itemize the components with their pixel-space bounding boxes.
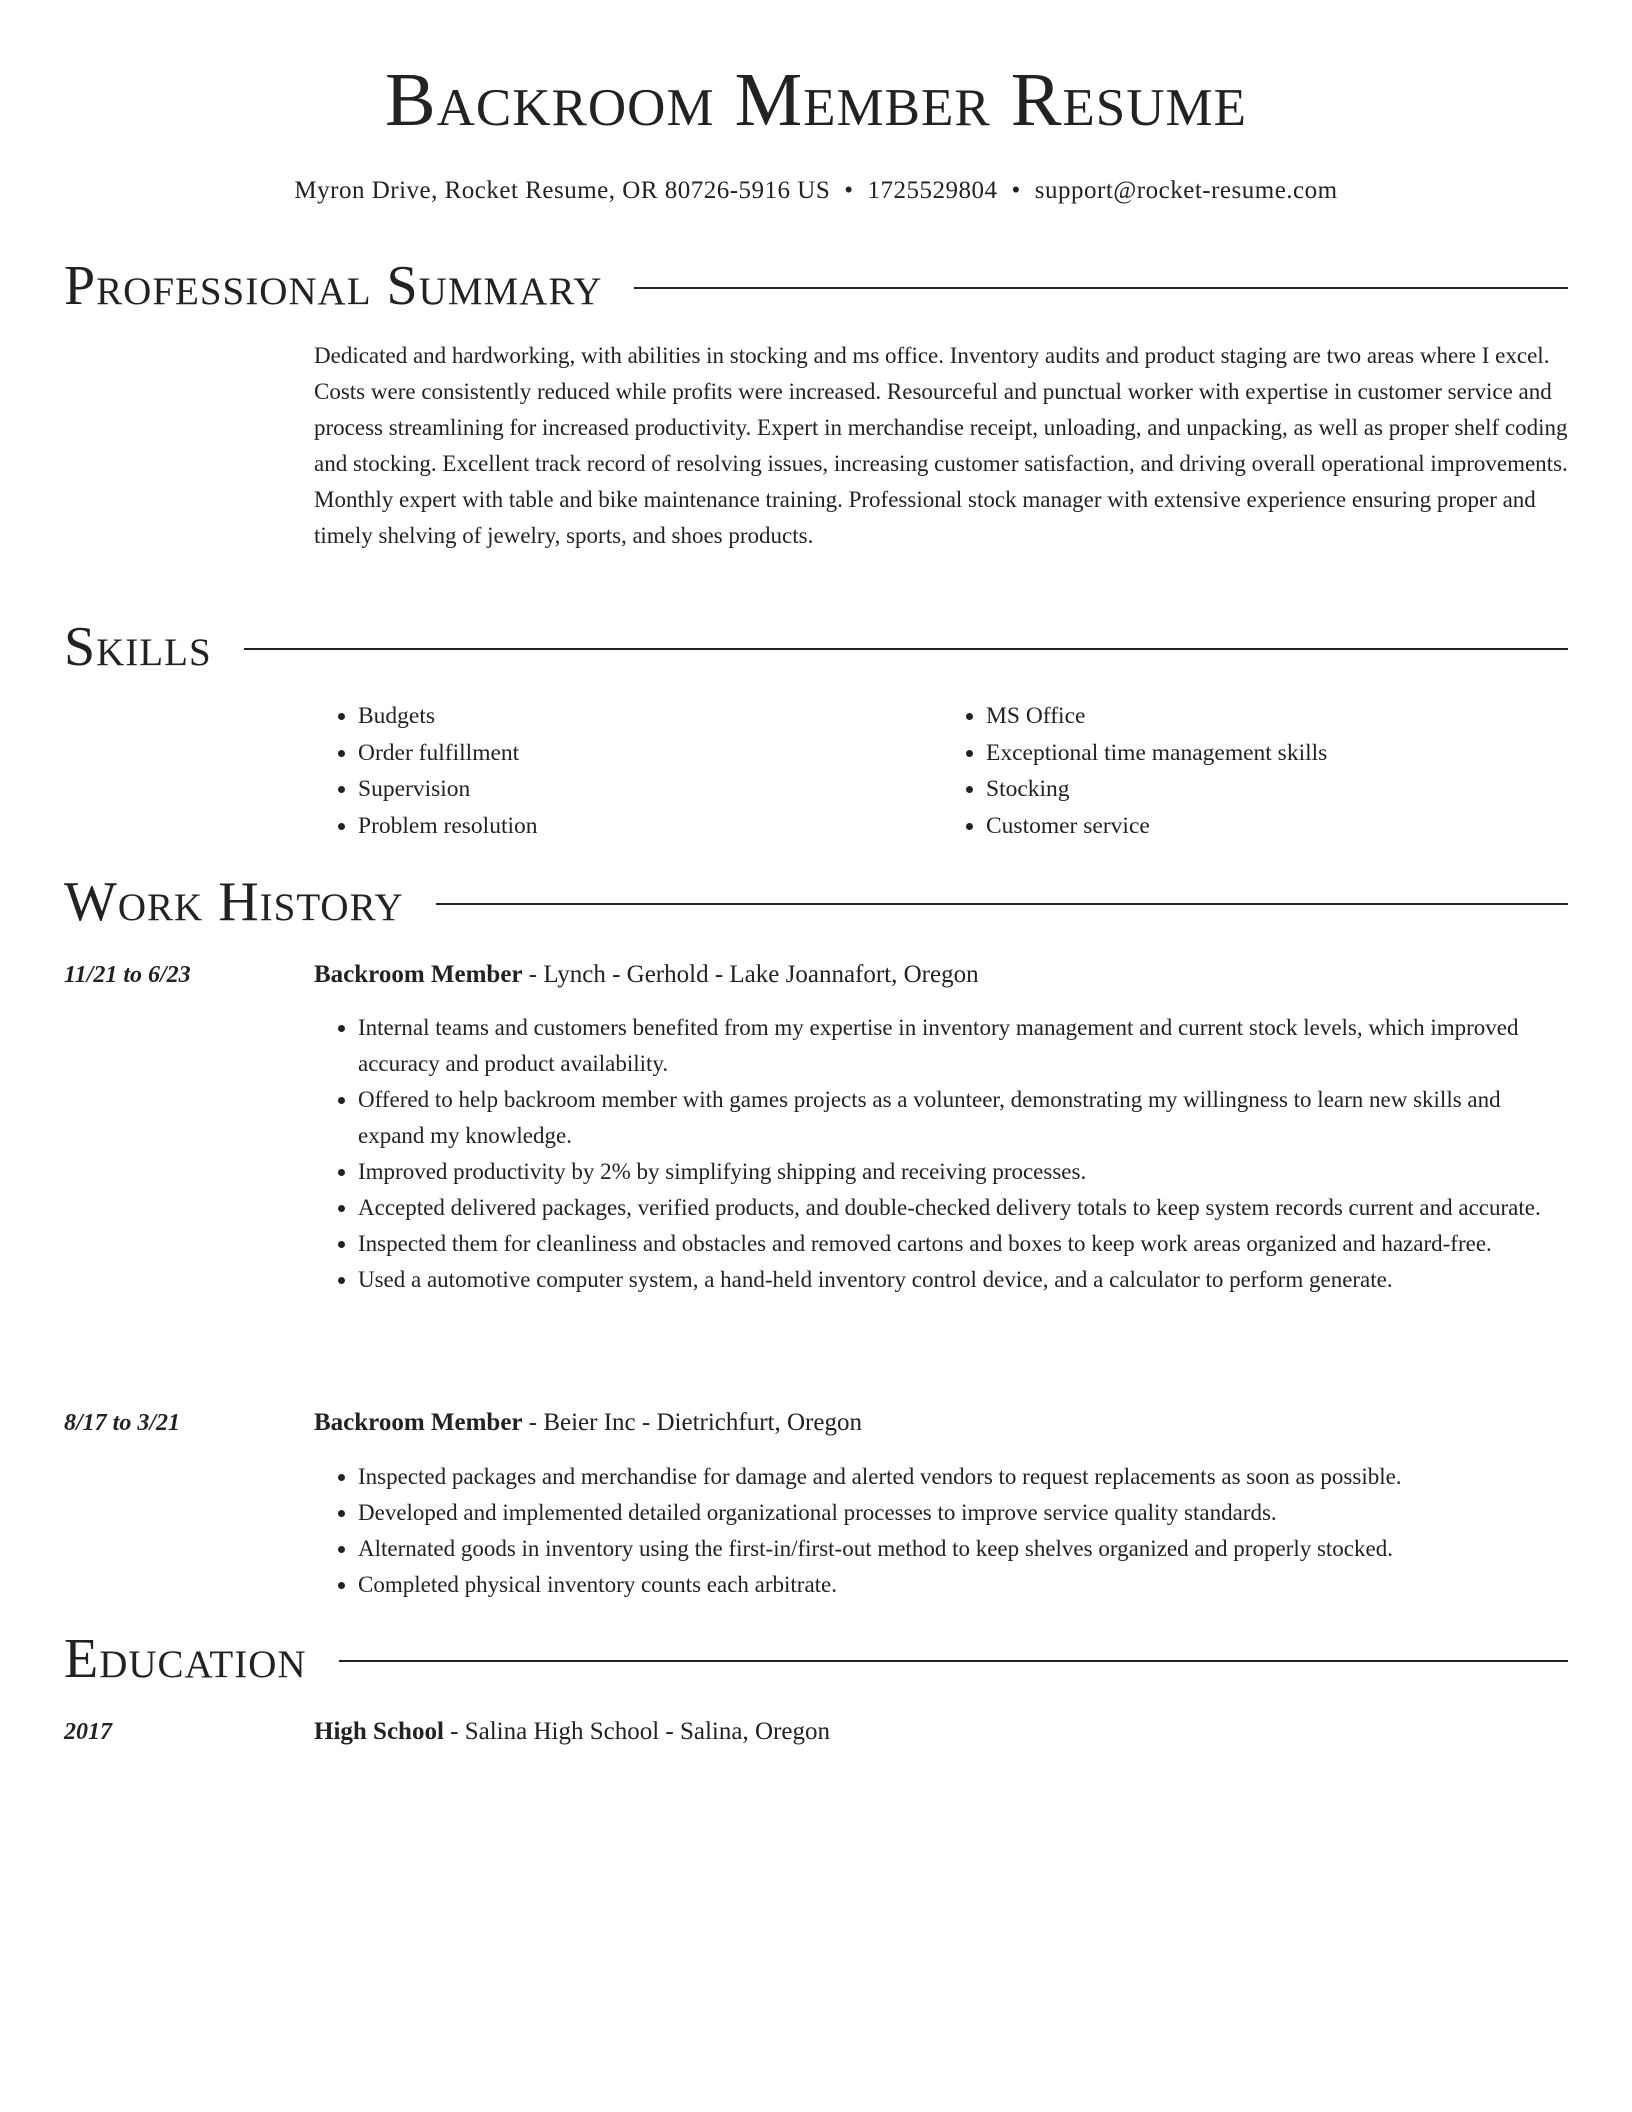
contact-separator: •: [1011, 177, 1021, 204]
skill-item: • Order fulfillment: [358, 735, 942, 772]
resume-title: Backroom Member Resume: [384, 58, 1248, 142]
job-bullet: • Inspected packages and merchandise for damage and alerted vendors to request replacements as soon as possible.: [358, 1459, 1570, 1495]
job-bullets: [314, 1459, 1570, 1603]
job-bullet: • Accepted delivered packages, verified products, and double-checked delivery totals to keep system records current and accurate.: [358, 1190, 1570, 1226]
education-year: 2017: [64, 1719, 112, 1745]
job-bullet: • Completed physical inventory counts each arbitrate.: [358, 1567, 1570, 1603]
skill-item: • Stocking: [986, 771, 1570, 808]
education-section-header: [64, 1629, 1568, 1689]
job-bullet: • Inspected them for cleanliness and obstacles and removed cartons and boxes to keep work areas organized and hazard-free.: [358, 1226, 1570, 1262]
skill-item: • Exceptional time management skills: [986, 735, 1570, 772]
contact-line: [0, 175, 1632, 207]
work-heading: Work History: [64, 871, 404, 933]
job-bullet: • Alternated goods in inventory using the first-in/first-out method to keep shelves organized and properly stocked.: [358, 1531, 1570, 1567]
education-degree: High School: [314, 1718, 444, 1745]
job-bullet: • Offered to help backroom member with games projects as a volunteer, demonstrating my willingness to learn new skills and expand my knowledge.: [358, 1082, 1570, 1154]
job-dates: 8/17 to 3/21: [64, 1410, 181, 1436]
skills-heading: Skills: [64, 616, 212, 678]
job-role: Backroom Member: [314, 961, 523, 988]
contact-separator: •: [844, 177, 854, 204]
contact-email: support@rocket-resume.com: [1034, 177, 1338, 204]
summary-section-header: [64, 256, 1568, 316]
section-divider: [244, 648, 1568, 650]
skills-section-header: [64, 617, 1568, 677]
skill-item: • Customer service: [986, 808, 1570, 845]
job-bullet: • Developed and implemented detailed organizational processes to improve service quality standards.: [358, 1495, 1570, 1531]
skills-list: [314, 698, 1570, 844]
job-bullet: • Improved productivity by 2% by simplifying shipping and receiving processes.: [358, 1154, 1570, 1190]
job-dates: 11/21 to 6/23: [64, 962, 191, 988]
skills-column-left: [314, 698, 942, 844]
summary-heading: Professional Summary: [64, 255, 603, 317]
skill-item: • Supervision: [358, 771, 942, 808]
contact-phone: 1725529804: [867, 177, 998, 204]
summary-text: Dedicated and hardworking, with abilities in stocking and ms office. Inventory audits and product staging are two areas where I excel. Costs were consistently reduced while profits were increased. Resourceful and punctual worker with expertise in customer service and process streamlining for increased productivity. Expert in merchandise receipt, unloading, and unpacking, as well as proper shelf coding and stocking. Excellent track record of resolving issues, increasing customer satisfaction, and driving overall operational improvements. Monthly expert with table and bike maintenance training. Professional stock manager with extensive experience ensuring proper and timely shelving of jewelry, sports, and shoes products.: [314, 343, 1568, 548]
job-role: Backroom Member: [314, 1409, 523, 1436]
skill-item: • Budgets: [358, 698, 942, 735]
contact-address: Myron Drive, Rocket Resume, OR 80726-5916 US: [294, 177, 831, 204]
work-section-header: [64, 872, 1568, 932]
job-details: - Lynch - Gerhold - Lake Joannafort, Oregon: [522, 961, 979, 988]
education-details: - Salina High School - Salina, Oregon: [443, 1718, 830, 1745]
job-header: [314, 1405, 1570, 1441]
skill-item: • MS Office: [986, 698, 1570, 735]
job-bullet: • Internal teams and customers benefited from my expertise in inventory management and current stock levels, which improved accuracy and product availability.: [358, 1010, 1570, 1082]
skills-column-right: [942, 698, 1570, 844]
section-divider: [339, 1660, 1568, 1662]
job-bullet: • Used a automotive computer system, a hand-held inventory control device, and a calculator to perform generate.: [358, 1262, 1570, 1298]
skill-item: • Problem resolution: [358, 808, 942, 845]
job-header: [314, 957, 1570, 993]
section-divider: [634, 287, 1568, 289]
education-heading: Education: [64, 1628, 307, 1690]
education-entry: [314, 1714, 1570, 1750]
section-divider: [436, 903, 1568, 905]
job-details: - Beier Inc - Dietrichfurt, Oregon: [522, 1409, 862, 1436]
job-bullets: [314, 1010, 1570, 1298]
